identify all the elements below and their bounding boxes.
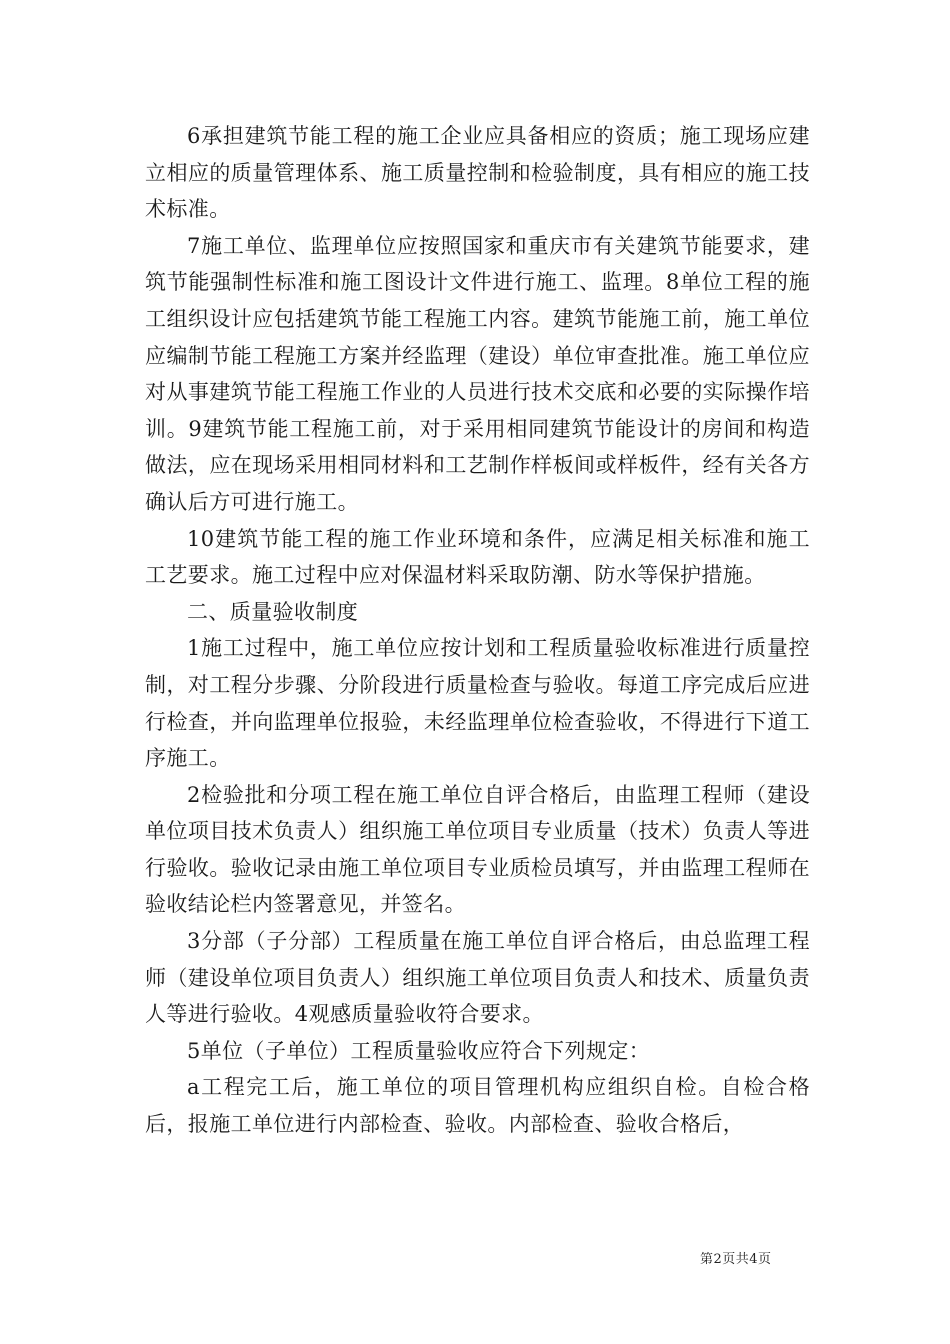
- paragraph-acceptance-1: 1施工过程中，施工单位应按计划和工程质量验收标准进行质量控制，对工程分步骤、分阶段进行质量检查与验收。每道工序完成后应进行检查，并向监理单位报验，未经监理单位检查验收，不得进行下道工序施工。: [145, 636, 810, 771]
- paragraph-acceptance-5: 5单位（子单位）工程质量验收应符合下列规定：: [187, 1038, 651, 1063]
- paragraph-acceptance-5a: a工程完工后，施工单位的项目管理机构应组织自检。自检合格后，报施工单位进行内部检查、验收。内部检查、验收合格后，: [145, 1075, 810, 1137]
- paragraph-acceptance-3-4: 3分部（子分部）工程质量在施工单位自评合格后，由总监理工程师（建设单位项目负责人）组织施工单位项目负责人和技术、质量负责人等进行验收。4观感质量验收符合要求。: [145, 929, 810, 1027]
- paragraph-items-7-9: 7施工单位、监理单位应按照国家和重庆市有关建筑节能要求，建筑节能强制性标准和施工图设计文件进行施工、监理。8单位工程的施工组织设计应包括建筑节能工程施工内容。建筑节能施工前，施工单位应编制节能工程施工方案并经监理（建设）单位审查批准。施工单位应对从事建筑节能工程施工作业的人员进行技术交底和必要的实际操作培训。9建筑节能工程施工前，对于采用相同建筑节能设计的房间和构造做法，应在现场采用相同材料和工艺制作样板间或样板件，经有关各方确认后方可进行施工。: [145, 233, 810, 514]
- page-number-footer: 第2页共4页: [700, 1252, 772, 1267]
- paragraph-item-6: 6承担建筑节能工程的施工企业应具备相应的资质；施工现场应建立相应的质量管理体系、施工质量控制和检验制度，具有相应的施工技术标准。: [145, 124, 810, 222]
- paragraph-acceptance-2: 2检验批和分项工程在施工单位自评合格后，由监理工程师（建设单位项目技术负责人）组织施工单位项目专业质量（技术）负责人等进行验收。验收记录由施工单位项目专业质检员填写，并由监理工程师在验收结论栏内签署意见，并签名。: [145, 782, 810, 917]
- paragraph-item-10: 10建筑节能工程的施工作业环境和条件，应满足相关标准和施工工艺要求。施工过程中应对保温材料采取防潮、防水等保护措施。: [145, 526, 810, 588]
- document-body: [145, 118, 810, 1143]
- section-heading-quality-acceptance: 二、质量验收制度: [187, 599, 359, 624]
